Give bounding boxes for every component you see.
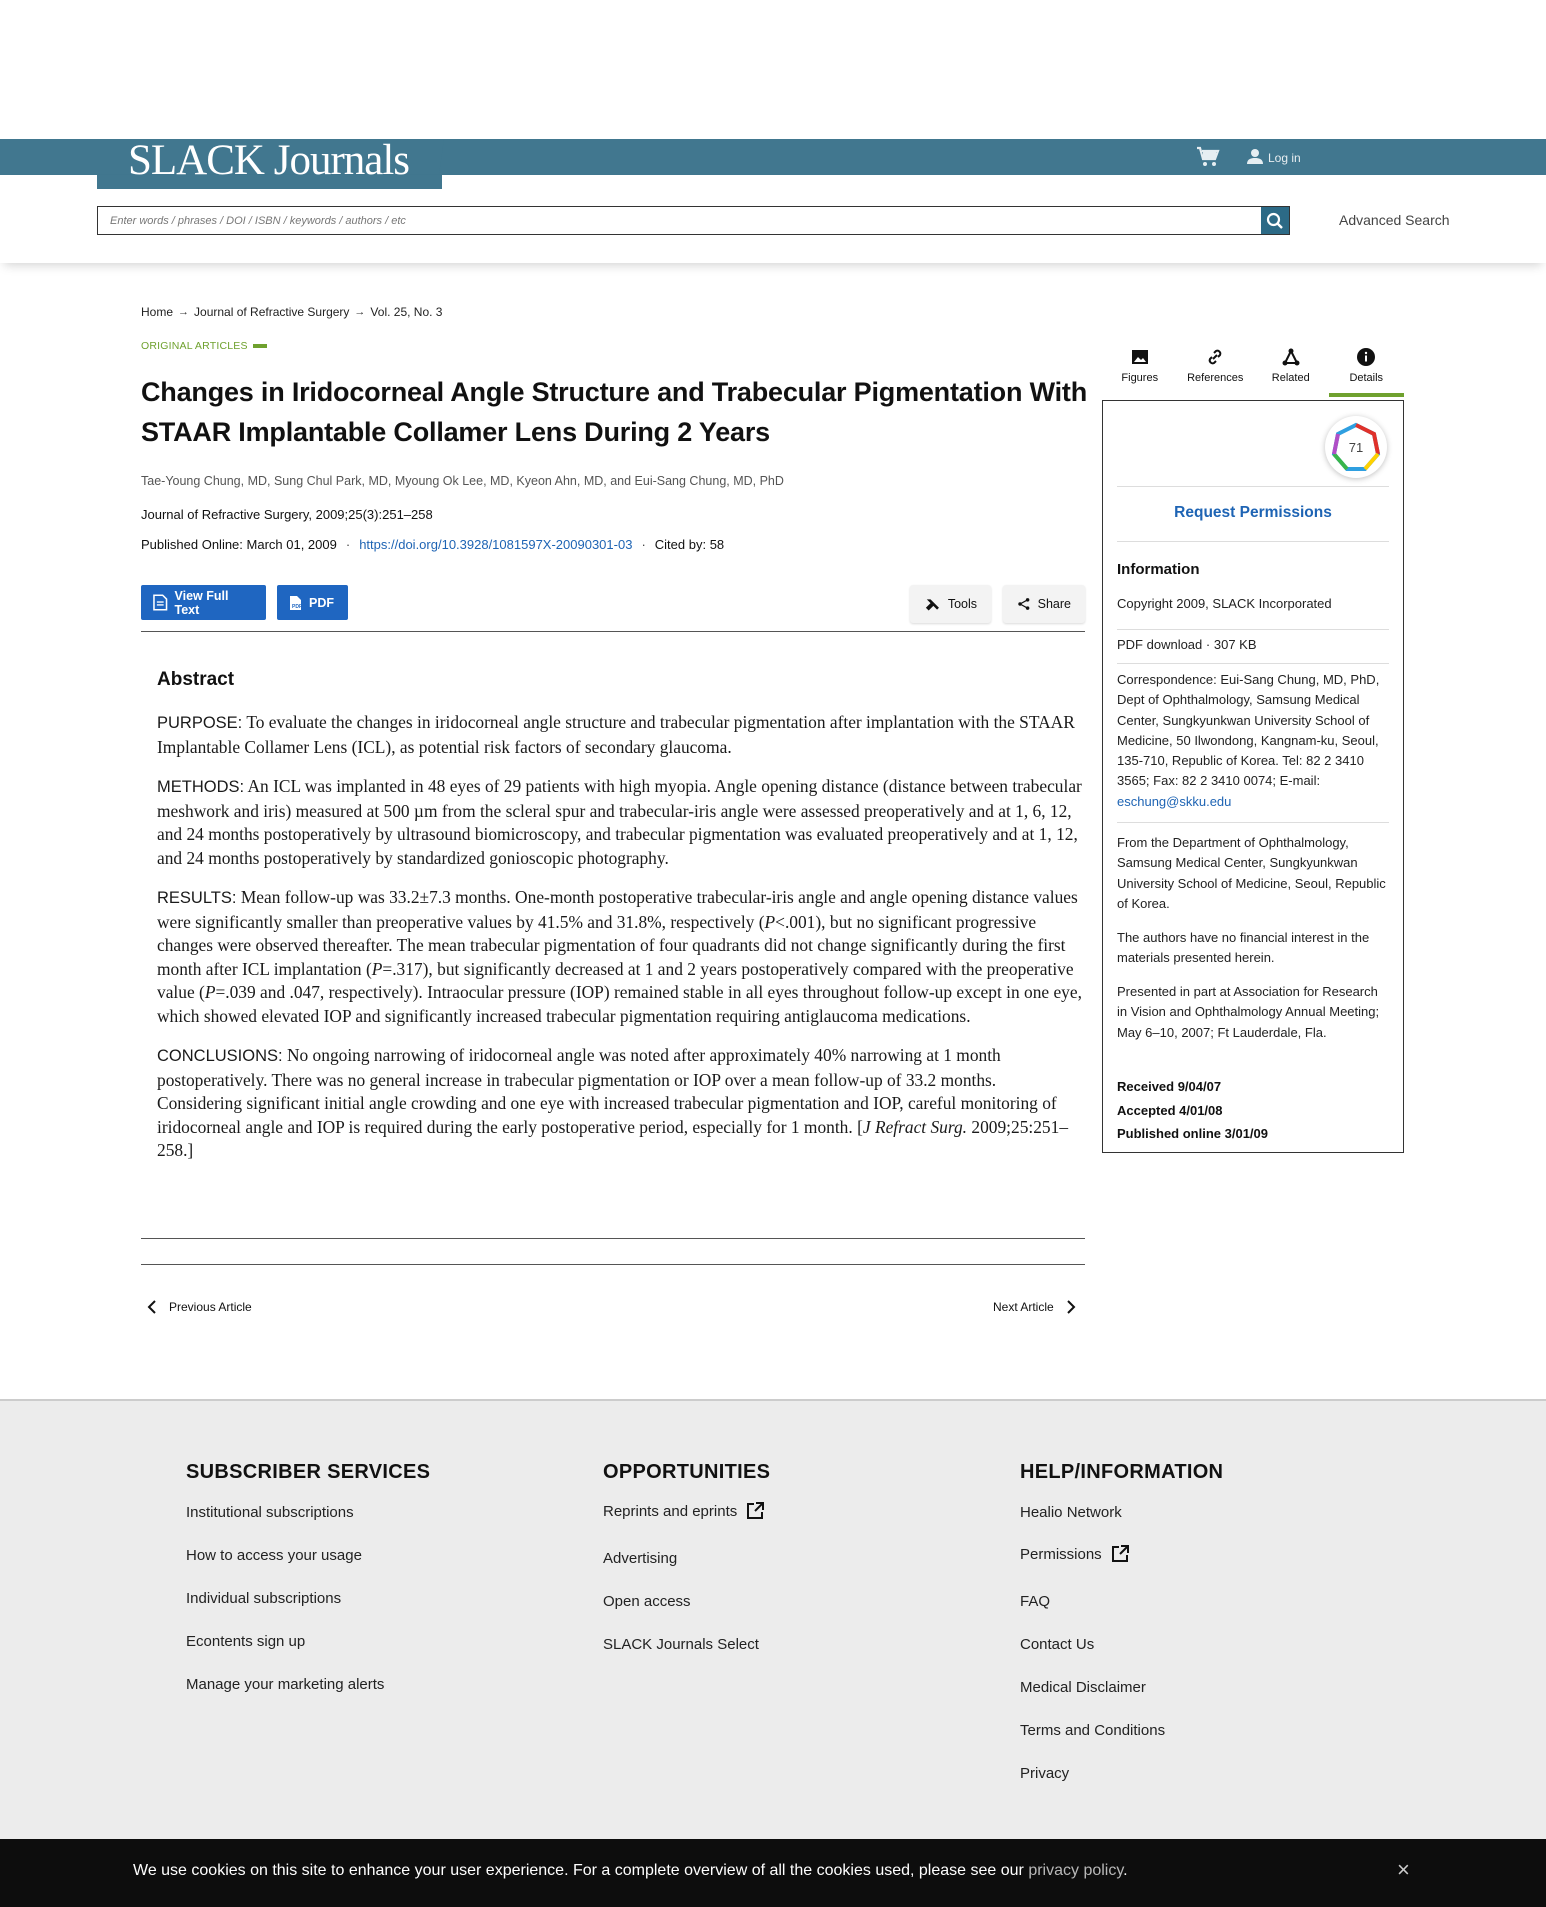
share-button[interactable] [1003, 585, 1085, 623]
divider [141, 631, 1085, 632]
doi-link[interactable]: https://doi.org/10.3928/1081597X-20090301-03 [359, 537, 633, 552]
footer-link[interactable]: Advertising [603, 1550, 678, 1567]
section-label [141, 340, 267, 352]
site-logo[interactable]: SLACK Journals [128, 137, 410, 184]
share-icon [1017, 595, 1031, 613]
close-icon[interactable]: × [1397, 1857, 1410, 1882]
presented-text: Presented in part at Association for Research in Vision and Ophthalmology Annual Meeting; May 6–10, 2007; Ft Lauderdale, Fla. [1117, 984, 1380, 1040]
footer-link[interactable]: Medical Disclaimer [1020, 1679, 1146, 1696]
copyright-text: Copyright 2009, SLACK Incorporated [1117, 596, 1332, 611]
footer-link-permissions[interactable]: Permissions [1020, 1544, 1130, 1564]
user-icon [1246, 148, 1264, 167]
pdf-button[interactable] [277, 585, 348, 620]
view-full-text-button[interactable] [141, 585, 266, 620]
abstract-conclusions: CONCLUSIONS: No ongoing narrowing of iridocorneal angle was noted after approximately 40% narrowing at 1 month postoperatively. There was no general increase in trabecular pigmentation or IOP over a mean follow-up of 33.2 months. Considering significant initial angle crowding and one eye with increased trabecular pigmentation and IOP, careful monitoring of iridocorneal angle and IOP is required during the early postoperative period, especially for 1 month. [J Refract Surg. 2009;25:251–258.] [157, 1045, 1069, 1160]
link-icon [1205, 347, 1225, 367]
panel-divider [1117, 486, 1389, 487]
tools-label: Tools [947, 597, 977, 611]
abstract-purpose: PURPOSE: To evaluate the changes in iridocorneal angle structure and trabecular pigmentation after implantation with the STAAR Implantable Collamer Lens (ICL), as potential risk factors of secondary glaucoma. [157, 712, 1075, 757]
divider [141, 1238, 1085, 1239]
footer-link[interactable]: Individual subscriptions [186, 1590, 342, 1607]
next-article-link[interactable] [993, 1300, 1076, 1314]
breadcrumb-journal[interactable]: Journal of Refractive Surgery [194, 305, 350, 319]
chevron-left-icon [147, 1300, 157, 1314]
footer-link-reprints[interactable]: Reprints and eprints [603, 1501, 765, 1521]
privacy-policy-link[interactable]: privacy policy [1028, 1862, 1124, 1879]
tab-references-label: References [1187, 372, 1244, 384]
separator-dot: · [1205, 637, 1214, 652]
search-icon [1266, 212, 1284, 230]
previous-article-label: Previous Article [169, 1300, 252, 1314]
altmetric-score: 71 [1348, 439, 1364, 455]
separator-dot: · [641, 537, 646, 552]
email-link[interactable]: eschung@skku.edu [1117, 793, 1232, 809]
search-bar [97, 206, 1290, 235]
disclosure-text: The authors have no financial interest in the materials presented herein. [1117, 930, 1370, 966]
panel-divider [1117, 822, 1389, 823]
cart-icon[interactable] [1196, 146, 1220, 168]
received-date: Received 9/04/07 [1117, 1079, 1222, 1094]
article-title [141, 372, 1091, 452]
document-icon [153, 594, 168, 611]
tab-references[interactable] [1178, 347, 1254, 397]
separator-dot: · [345, 537, 351, 552]
title-line-2: STAAR Implantable Collamer Lens During 2 Years [141, 417, 770, 447]
footer-link[interactable]: Contact Us [1020, 1636, 1095, 1653]
footer-link[interactable]: Terms and Conditions [1020, 1722, 1166, 1739]
footer-link[interactable]: Econtents sign up [186, 1633, 306, 1650]
info-icon [1356, 347, 1376, 367]
abstract-methods: METHODS: An ICL was implanted in 48 eyes of 29 patients with high myopia. Angle opening distance (distance between trabecular meshwork and iris) measured at 500 µm from the scleral spur and trabecular-iris angle were assessed preoperatively and at 1, 6, 12, and 24 months postoperatively by ultrasound biomicroscopy, and trabecular pigmentation was evaluated preoperatively and at 1, 12, and 24 months postoperatively by standardized gonioscopic photography. [157, 776, 1082, 868]
abstract-results: RESULTS: Mean follow-up was 33.2±7.3 months. One-month postoperative trabecular-iris angle and angle opening distance values were significantly smaller than preoperative values by 41.5% and 31.8%, respectively (P<.001), but no significant progressive changes were observed thereafter. The mean trabecular pigmentation of four quadrants did not change significantly during the first month after ICL implantation (P=.317), but significantly decreased at 1 and 2 years postoperatively compared with the preoperative value (P=.039 and .047, respectively). Intraocular pressure (IOP) remained stable in all eyes throughout follow-up except in one eye, which showed elevated IOP and significantly increased trabecular pigmentation requiring antiglaucoma medications. [157, 887, 1082, 1026]
arrow-right-icon: → [178, 306, 190, 318]
correspondence-text: Correspondence: Eui-Sang Chung, MD, PhD, Dept of Ophthalmology, Samsung Medical Center, Sungkyunkwan University School of Medicine, 50 Ilwondong, Kangnam-ku, Seoul, 135-710, Republic of Korea. Tel: 82 2 3410 3565; Fax: 82 2 3410 0074; E-mail: eschung@skku.edu [1117, 672, 1380, 809]
tab-details-label: Details [1349, 372, 1384, 384]
altmetric-badge[interactable] [1325, 416, 1387, 478]
footer-heading-opportunities: OPPORTUNITIES [603, 1461, 771, 1483]
footer-link[interactable]: FAQ [1020, 1593, 1051, 1610]
section-accent-bar [253, 344, 267, 348]
panel-divider [1117, 663, 1389, 664]
search-input[interactable] [98, 207, 1261, 234]
pdf-download-info [1117, 635, 1389, 655]
previous-article-link[interactable] [147, 1300, 252, 1314]
cookie-message: We use cookies on this site to enhance your user experience. For a complete overview of all the cookies used, please see our privacy policy. [133, 1862, 1128, 1879]
chevron-right-icon [1066, 1300, 1076, 1314]
view-full-text-label: View Full Text [174, 588, 229, 617]
authors: Tae-Young Chung, MD, Sung Chul Park, MD, Myoung Ok Lee, MD, Kyeon Ahn, MD, and Eui-Sang Chung, MD, PhD [141, 474, 784, 488]
abstract-heading: Abstract [157, 669, 235, 690]
breadcrumb-home[interactable]: Home [141, 305, 174, 319]
information-heading: Information [1117, 561, 1200, 578]
panel-divider [1117, 629, 1389, 630]
footer-heading-subscriber-services: SUBSCRIBER SERVICES [186, 1461, 431, 1483]
footer-link[interactable]: Manage your marketing alerts [186, 1676, 385, 1693]
publication-info [141, 537, 724, 552]
published-date: Published Online: March 01, 2009 [141, 537, 337, 552]
footer-heading-help-information: HELP/INFORMATION [1020, 1461, 1224, 1483]
request-permissions-link[interactable]: Request Permissions [1174, 504, 1332, 521]
share-label: Share [1037, 597, 1071, 611]
footer-link[interactable]: Open access [603, 1593, 691, 1610]
footer-link[interactable]: How to access your usage [186, 1547, 362, 1564]
search-button[interactable] [1261, 207, 1289, 234]
published-online-date: Published online 3/01/09 [1117, 1126, 1268, 1141]
tab-related-label: Related [1271, 372, 1310, 384]
section-label-text: ORIGINAL ARTICLES [141, 340, 248, 352]
login-link[interactable] [1246, 148, 1301, 167]
divider [141, 1264, 1085, 1265]
breadcrumb [141, 305, 442, 319]
image-icon [1130, 347, 1150, 367]
wrench-icon [924, 595, 941, 613]
tab-related[interactable] [1253, 347, 1329, 397]
footer-link[interactable]: Privacy [1020, 1765, 1070, 1782]
pdf-download-label: PDF download [1117, 637, 1203, 652]
tab-details[interactable] [1329, 347, 1405, 397]
tab-figures[interactable] [1102, 347, 1178, 397]
breadcrumb-issue[interactable]: Vol. 25, No. 3 [370, 305, 443, 319]
tab-figures-label: Figures [1121, 372, 1159, 384]
panel-divider [1117, 541, 1389, 542]
footer-link[interactable]: Institutional subscriptions [186, 1504, 354, 1521]
pdf-size: 307 KB [1213, 637, 1257, 652]
citation: Journal of Refractive Surgery, 2009;25(3):251–258 [141, 507, 433, 522]
affiliation-text: From the Department of Ophthalmology, Samsung Medical Center, Sungkyunkwan University School of Medicine, Seoul, Republic of Korea. [1117, 835, 1386, 911]
pdf-label: PDF [309, 595, 334, 610]
external-link-icon [1110, 1544, 1130, 1564]
network-icon [1281, 347, 1301, 367]
accepted-date: Accepted 4/01/08 [1117, 1103, 1223, 1118]
pdf-icon [289, 595, 302, 611]
abstract-body [157, 711, 1082, 1179]
title-line-1: Changes in Iridocorneal Angle Structure and Trabecular Pigmentation With [141, 377, 1087, 407]
footer-link[interactable]: SLACK Journals Select [603, 1636, 759, 1653]
cited-by: Cited by: 58 [654, 537, 725, 552]
svg-text:PDF: PDF [292, 603, 302, 610]
advanced-search-link[interactable]: Advanced Search [1339, 212, 1450, 228]
sidebar-tabs [1102, 347, 1404, 397]
next-article-label: Next Article [993, 1300, 1054, 1314]
external-link-icon [745, 1501, 765, 1521]
footer-link[interactable]: Healio Network [1020, 1504, 1122, 1521]
login-label: Log in [1268, 150, 1301, 165]
arrow-right-icon: → [354, 306, 366, 318]
tools-button[interactable] [910, 585, 991, 623]
